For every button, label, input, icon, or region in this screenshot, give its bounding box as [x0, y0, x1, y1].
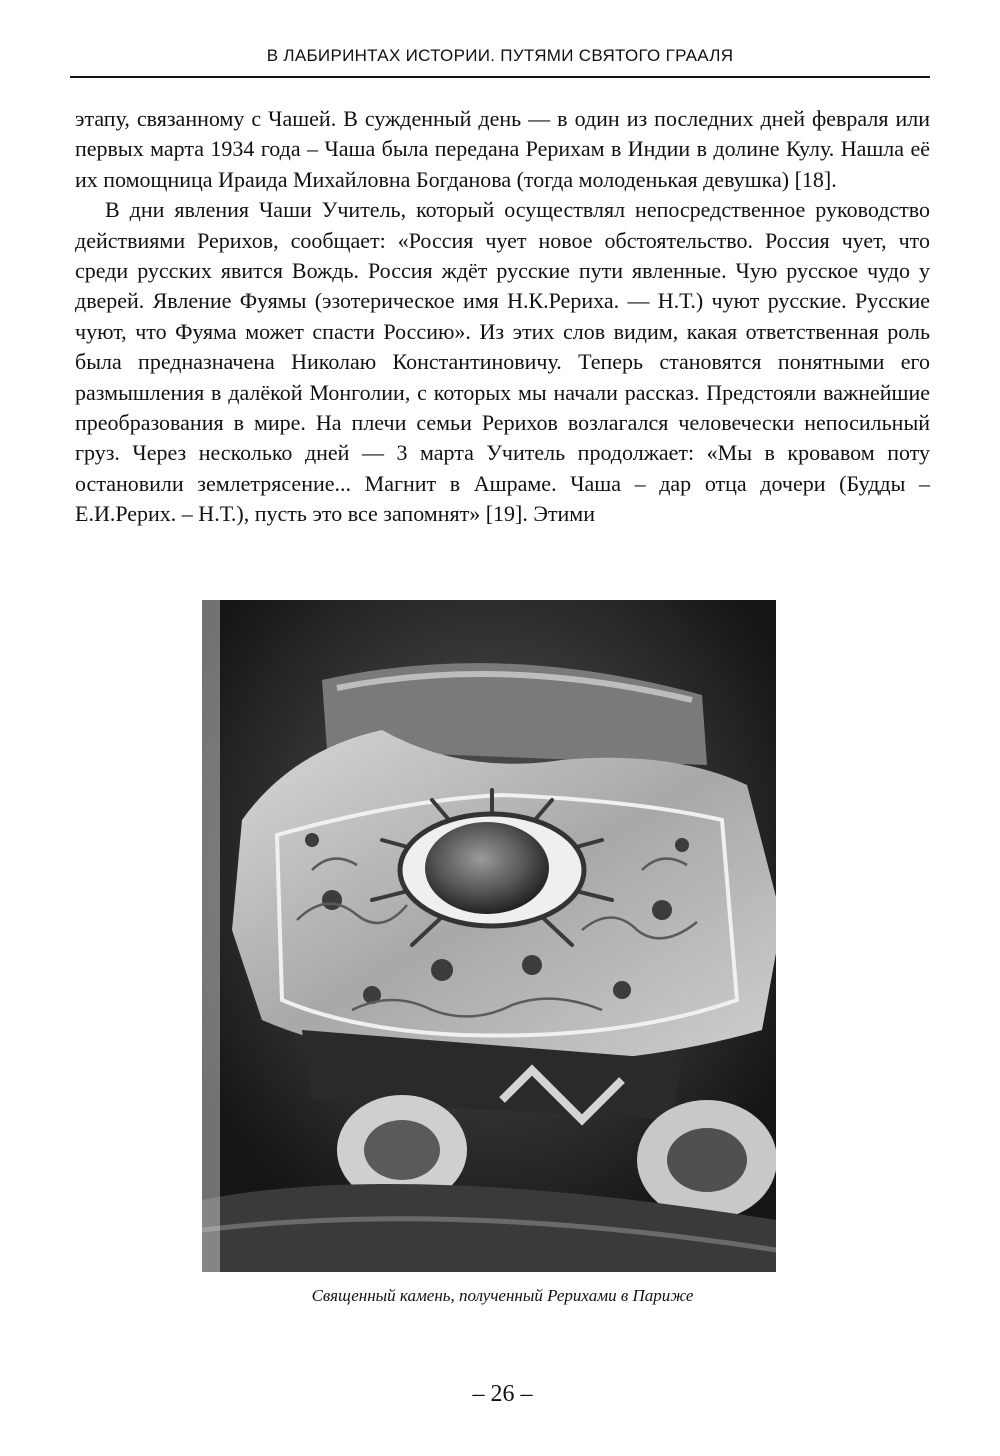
paragraph-2: В дни явления Чаши Учитель, который осуществлял непосредственное руководство действиями Рерихов, сообщает: «Россия чует новое обстоятельство. Россия чует, что среди русских явится Вождь. Россия ждёт русские пути явленные. Чую русское чудо у дверей. Явление Фуямы (эзотерическое имя Н.К.Рериха. — Н.Т.) чуют русские. Русские чуют, что Фуяма может спасти Россию». Из этих слов видим, какая ответственная роль была предназначена Николаю Константиновичу. Теперь становятся понятными его размышления в далёкой Монголии, с которых мы начали рассказ. Предстояли важнейшие преобразования в мире. На плечи семьи Рерихов возлагался человечески непосильный груз. Через несколько дней — 3 марта Учитель продолжает: «Мы в кровавом поту остановили землетрясение... Магнит в Ашраме. Чаша – дар отца дочери (Будды – Е.И.Рерих. – Н.Т.), пусть это все запомнят» [19]. Этими — [75, 197, 930, 527]
page-number: – 26 – — [472, 1381, 533, 1407]
paragraph-1: этапу, связанному с Чашей. В сужденный день — в один из последних дней февраля или первых марта 1934 года – Чаша была передана Рерихам в Индии в долине Кулу. Нашла её их помощница Ираида Михайловна Богданова (тогда молоденькая девушка) [18]. — [75, 106, 930, 192]
photo-sacred-stone — [202, 600, 776, 1272]
figure-caption: Священный камень, полученный Рерихами в Париже — [311, 1286, 694, 1305]
header-rule — [70, 76, 930, 78]
running-head: В ЛАБИРИНТАХ ИСТОРИИ. ПУТЯМИ СВЯТОГО ГРААЛЯ — [266, 46, 734, 65]
body-text — [75, 104, 930, 530]
